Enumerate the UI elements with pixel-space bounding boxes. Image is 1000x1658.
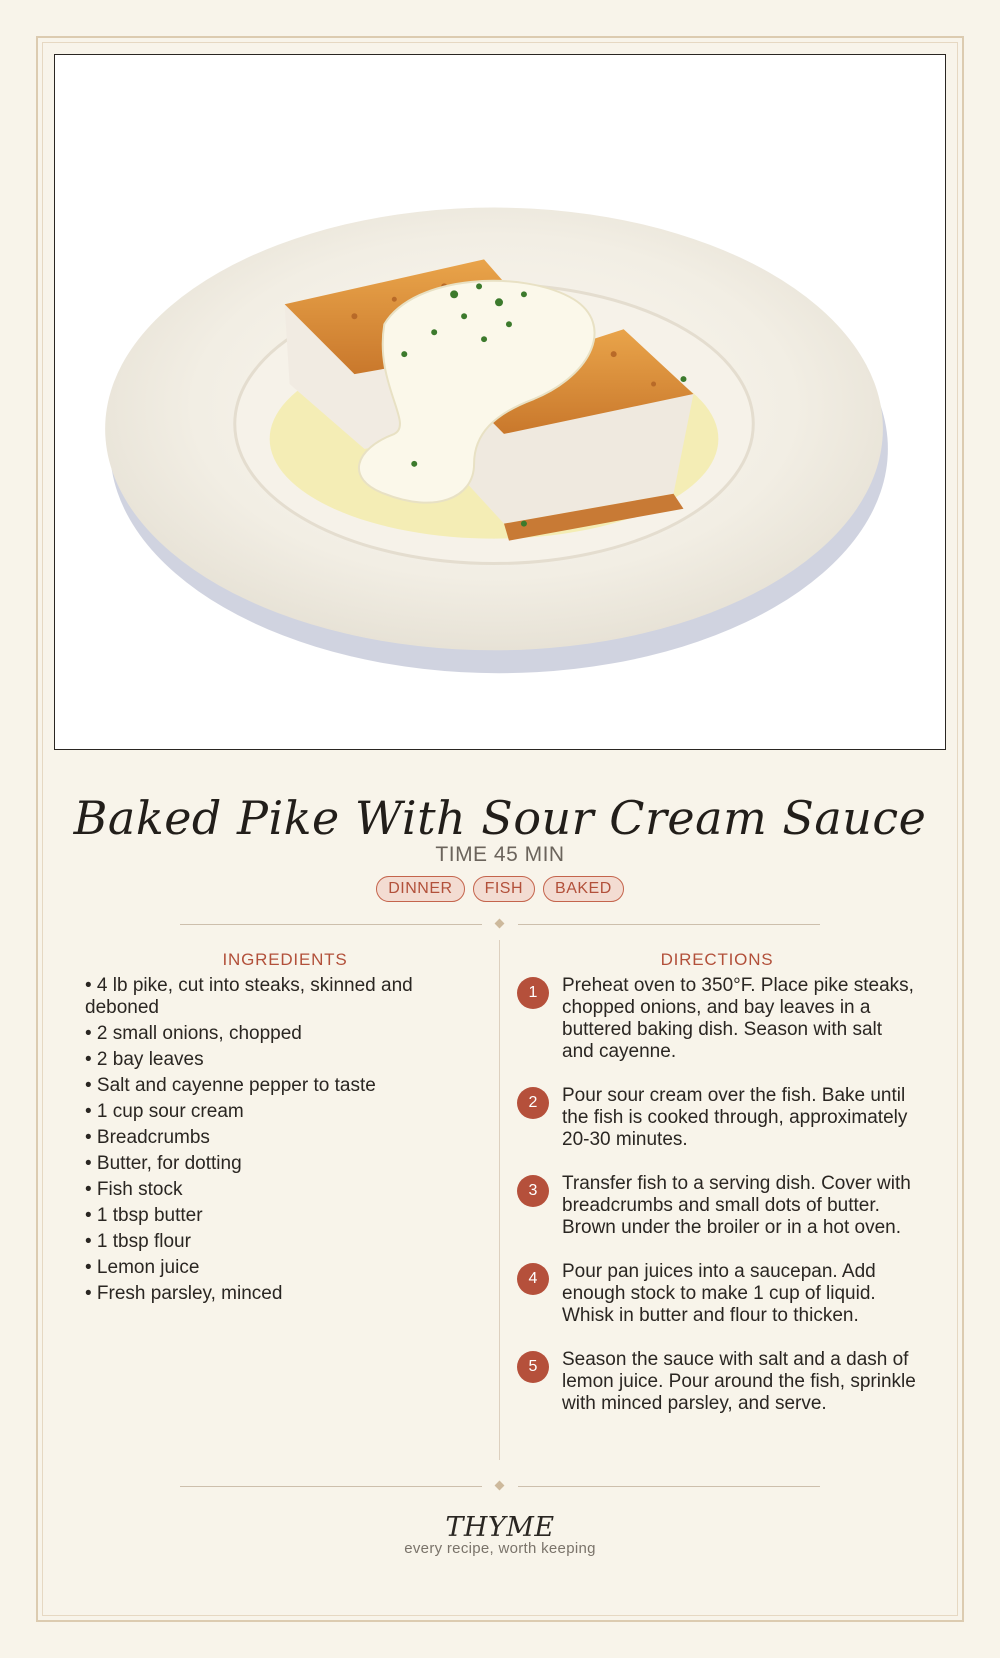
brand-tagline: every recipe, worth keeping xyxy=(404,1540,596,1557)
directions-heading: DIRECTIONS xyxy=(660,950,774,969)
ingredient-item: • 2 bay leaves xyxy=(85,1049,204,1070)
step-number-badge: 5 xyxy=(517,1351,549,1383)
ingredient-item: • Fish stock xyxy=(85,1179,183,1200)
divider-top-right xyxy=(518,924,820,925)
step-number-badge: 3 xyxy=(517,1175,549,1207)
ingredient-item: • Fresh parsley, minced xyxy=(85,1283,283,1304)
step-text: Preheat oven to 350°F. Place pike steaks, chopped onions, and bay leaves in a buttered baking dish. Season with salt and cayenne. xyxy=(562,975,914,1062)
step-number-badge: 1 xyxy=(517,977,549,1009)
ingredient-item: • Breadcrumbs xyxy=(85,1127,210,1148)
cook-time: TIME 45 MIN xyxy=(435,843,565,866)
ingredient-item: • Salt and cayenne pepper to taste xyxy=(85,1075,376,1096)
tag-baked[interactable]: BAKED xyxy=(543,876,624,902)
ingredient-item: • Butter, for dotting xyxy=(85,1153,242,1174)
divider-top-left xyxy=(180,924,482,925)
direction-step xyxy=(517,1349,917,1415)
recipe-title: Baked Pike With Sour Cream Sauce xyxy=(73,791,927,845)
step-text: Pour pan juices into a saucepan. Add enough stock to make 1 cup of liquid. Whisk in butter and flour to thicken. xyxy=(562,1261,876,1326)
recipe-hero-image xyxy=(54,54,946,750)
ingredient-item: • 1 tbsp butter xyxy=(85,1205,203,1226)
direction-step xyxy=(517,1173,917,1239)
step-text: Pour sour cream over the fish. Bake until the fish is cooked through, approximately 20-30 minutes. xyxy=(562,1085,908,1150)
tag-dinner[interactable]: DINNER xyxy=(376,876,464,902)
direction-step xyxy=(517,1261,917,1327)
step-number-badge: 4 xyxy=(517,1263,549,1295)
step-text: Season the sauce with salt and a dash of lemon juice. Pour around the fish, sprinkle with minced parsley, and serve. xyxy=(562,1349,916,1414)
ingredient-item: • 2 small onions, chopped xyxy=(85,1023,302,1044)
direction-step xyxy=(517,975,917,1063)
direction-step xyxy=(517,1085,917,1151)
ingredients-list xyxy=(85,975,485,1309)
divider-bottom-right xyxy=(518,1486,820,1487)
tag-fish[interactable]: FISH xyxy=(473,876,535,902)
brand-logo: THYME xyxy=(445,1512,555,1543)
tag-list xyxy=(60,876,940,902)
directions-list xyxy=(517,975,917,1437)
step-number-badge: 2 xyxy=(517,1087,549,1119)
ingredients-heading: INGREDIENTS xyxy=(222,950,348,969)
ingredient-item: • 1 cup sour cream xyxy=(85,1101,244,1122)
column-divider xyxy=(499,940,500,1460)
ingredient-item: • 1 tbsp flour xyxy=(85,1231,191,1252)
divider-bottom-left xyxy=(180,1486,482,1487)
ingredient-item: • 4 lb pike, cut into steaks, skinned and deboned xyxy=(85,975,413,1018)
step-text: Transfer fish to a serving dish. Cover with breadcrumbs and small dots of butter. Brown under the broiler or in a hot oven. xyxy=(562,1173,911,1238)
ingredient-item: • Lemon juice xyxy=(85,1257,200,1278)
